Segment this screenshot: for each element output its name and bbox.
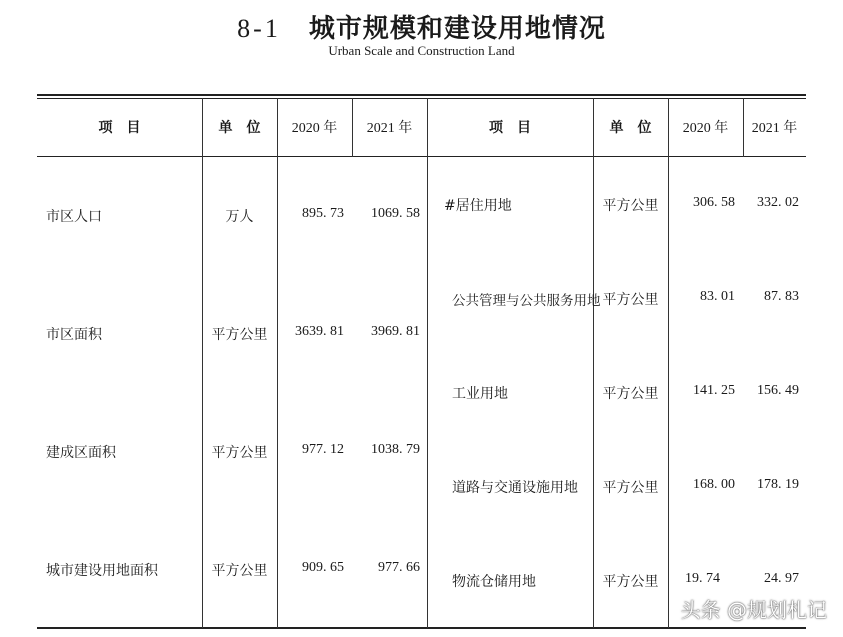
table-title: 城市规模和建设用地情况 — [308, 14, 606, 44]
left-row-2020: 977. 12 — [302, 442, 344, 457]
left-row-2021: 977. 66 — [378, 560, 420, 575]
left-row-item: 城市建设用地面积 — [46, 563, 158, 579]
column-divider — [277, 98, 278, 628]
right-row-unit: 平方公里 — [602, 574, 659, 590]
right-row-2020: 141. 25 — [693, 383, 735, 398]
right-row-2020: 168. 00 — [693, 477, 735, 492]
bottom-rule — [37, 627, 806, 629]
column-divider — [202, 98, 203, 628]
right-row-unit: 平方公里 — [602, 386, 659, 402]
top-rule-thick — [37, 94, 806, 96]
right-row-item: 工业用地 — [452, 386, 508, 402]
top-rule-thin — [37, 98, 806, 99]
column-divider — [427, 98, 428, 628]
header-rule — [37, 156, 806, 157]
header-unit-right: 单 位 — [609, 120, 652, 136]
left-row-2020: 3639. 81 — [295, 324, 344, 339]
right-row-item: 公共管理与公共服务用地 — [452, 293, 601, 309]
left-row-item: 市区人口 — [46, 209, 102, 225]
left-row-item: 市区面积 — [46, 327, 102, 343]
right-row-unit: 平方公里 — [602, 292, 659, 308]
left-row-2021: 3969. 81 — [371, 324, 420, 339]
left-row-2021: 1069. 58 — [371, 206, 420, 221]
right-row-2021: 332. 02 — [757, 195, 799, 210]
left-row-item: 建成区面积 — [46, 445, 116, 461]
right-row-2020: 306. 58 — [693, 195, 735, 210]
table-subtitle: Urban Scale and Construction Land — [328, 43, 515, 58]
header-item-right: 项 目 — [489, 120, 531, 136]
left-row-unit: 平方公里 — [211, 327, 268, 343]
header-2021-left: 2021 年 — [366, 121, 413, 136]
left-row-unit: 万人 — [225, 209, 254, 225]
right-row-2021: 87. 83 — [764, 289, 799, 304]
right-row-2020: 19. 74 — [685, 571, 720, 586]
left-row-unit: 平方公里 — [211, 445, 268, 461]
header-2021-right: 2021 年 — [751, 121, 798, 136]
left-row-2020: 895. 73 — [302, 206, 344, 221]
header-2020-right: 2020 年 — [682, 121, 729, 136]
right-row-item: 道路与交通设施用地 — [452, 480, 578, 496]
right-row-item: #居住用地 — [444, 198, 512, 214]
column-divider — [593, 98, 594, 628]
right-row-2021: 178. 19 — [757, 477, 799, 492]
left-row-unit: 平方公里 — [211, 563, 268, 579]
right-row-unit: 平方公里 — [602, 480, 659, 496]
column-divider — [668, 98, 669, 628]
left-row-2020: 909. 65 — [302, 560, 344, 575]
right-row-unit: 平方公里 — [602, 198, 659, 214]
left-row-2021: 1038. 79 — [371, 442, 420, 457]
right-row-2020: 83. 01 — [700, 289, 735, 304]
right-row-2021: 24. 97 — [764, 571, 799, 586]
right-row-item: 物流仓储用地 — [452, 574, 536, 590]
table-number: 8-1 — [237, 14, 281, 43]
header-item-left: 项 目 — [98, 120, 141, 136]
watermark: 头条 @规划札记 — [680, 598, 827, 622]
header-unit-left: 单 位 — [218, 120, 261, 136]
right-row-2021: 156. 49 — [757, 383, 799, 398]
page-title — [0, 8, 843, 45]
header-2020-left: 2020 年 — [291, 121, 338, 136]
